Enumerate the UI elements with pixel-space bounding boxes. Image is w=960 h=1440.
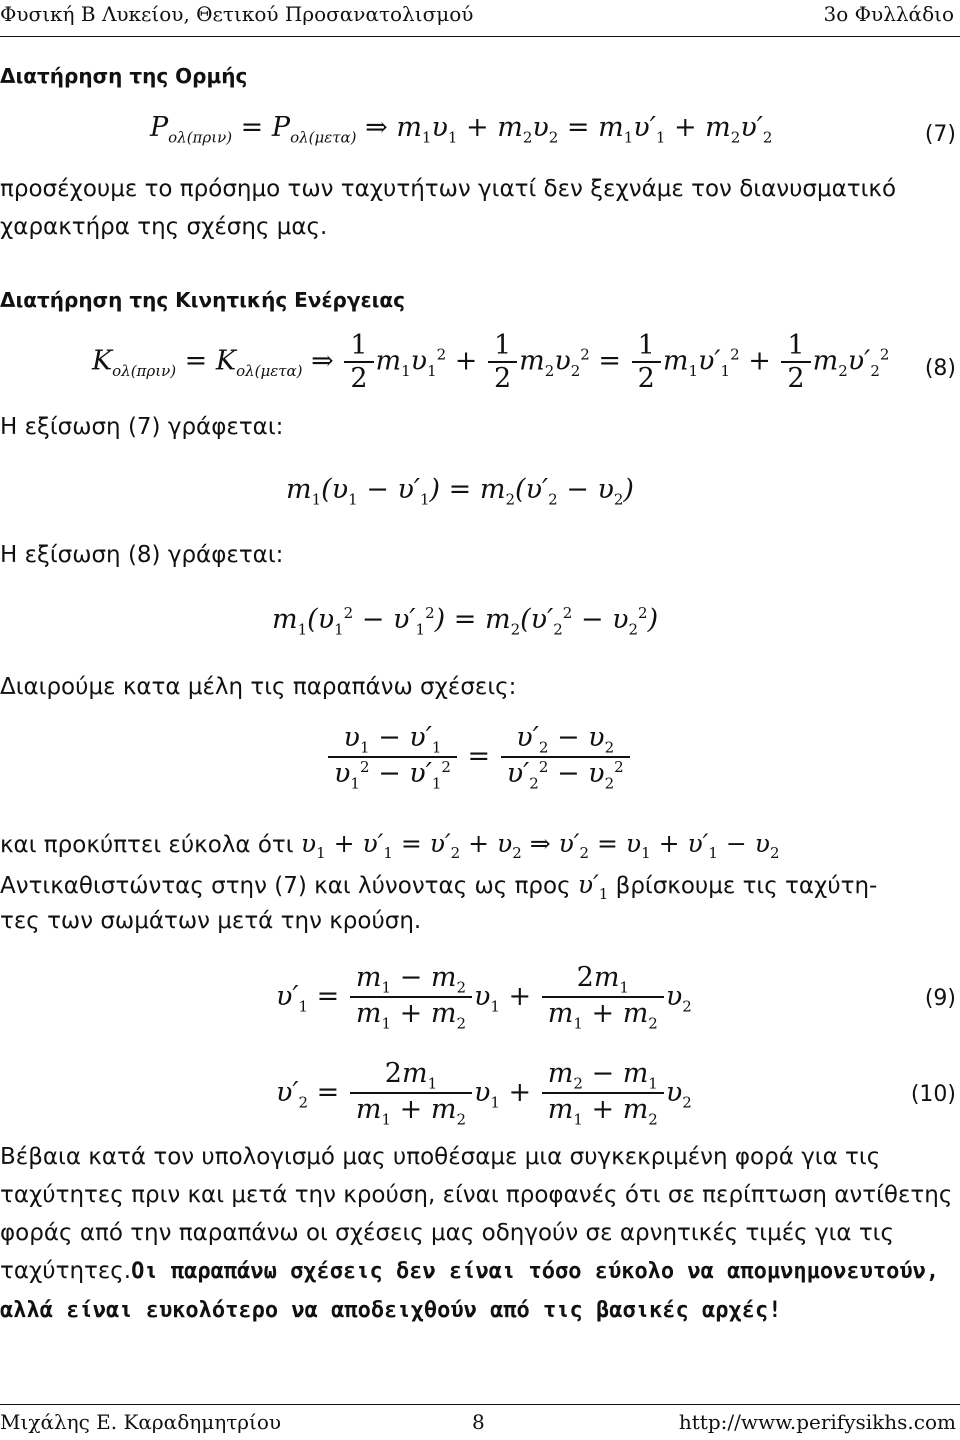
- equation-velocity-relation: $\upsilon_1 + \upsilon'_1 = \upsilon'_2 + \upsilon_2$ ⇒ $\upsilon'_2 = \upsilon_1 + \upsilon'_1 - \upsilon_2$: [300, 829, 780, 862]
- substitution-text: Αντικαθιστώντας στην (7) και λύνοντας ως προς: [0, 873, 571, 899]
- header-rule: [0, 36, 960, 37]
- substitution-text-end: τες των σωμάτων μετά την κρούση.: [0, 908, 422, 934]
- equation-u2-prime: $\upsilon'_2$ = $\frac{2m_1}{m_1 + m_2}$ $\upsilon_1$ + $\frac{m_2 - m_1}{m_1 + m_2}$ $\upsilon_2$: [276, 1058, 692, 1129]
- equation-number-10: (10): [910, 1082, 956, 1107]
- equation-number-9: (9): [924, 986, 956, 1011]
- eq8-rewrite-label: Η εξίσωση (8) γράφεται:: [0, 542, 284, 568]
- equation-u1-prime: $\upsilon'_1$ = $\frac{m_1 - m_2}{m_1 + m_2}$ $\upsilon_1$ + $\frac{2m_1}{m_1 + m_2}$ $\upsilon_2$: [276, 962, 692, 1033]
- header-title: Φυσική Β Λυκείου, Θετικού Προσανατολισμού: [0, 2, 474, 26]
- equation-energy: $K_{o\lambda(\pi\rho\iota\nu)} = K_{o\lambda(\mu\varepsilon\tau\alpha)}$ ⇒ $\frac{1}{2}$ $m_1\upsilon_1^2$ + $\frac{1}{2}$ $m_2\upsilon_2^2$ = $\frac{1}{2}$ $m_1\upsilon'_1^2$ + $\frac{1}{2}$ $m_2\upsilon'_2^2$: [92, 330, 890, 394]
- equation-number-7: (7): [924, 122, 956, 147]
- equation-energy-rewritten: $m_1(\upsilon_1^2 - \upsilon'_1^2) = m_2(\upsilon'_2^2 - \upsilon_2^2)$: [272, 604, 659, 639]
- equation-number-8: (8): [924, 356, 956, 381]
- header-leaflet: 3ο Φυλλάδιο: [823, 2, 954, 26]
- closing-paragraph: [0, 1138, 960, 1330]
- closing-bold-text: Οι παραπάνω σχέσεις δεν είναι τόσο εύκολο να απομνημονευτούν, αλλά είναι ευκολότερο να αποδειχθούν από τις βασικές αρχές!: [0, 1259, 940, 1323]
- equation-momentum: $P_{o\lambda(\pi\rho\iota\nu)} = P_{o\lambda(\mu\varepsilon\tau\alpha)}$ ⇒ $m_1\upsilon_1 + m_2\upsilon_2 = m_1\upsilon'_1 + m_2\upsilon'_2$: [150, 112, 773, 147]
- symbol-u1-prime: $\upsilon'_1$: [577, 870, 609, 903]
- closing-text: Βέβαια κατά τον υπολογισμό μας υποθέσαμε μια συγκεκριμένη φορά για τις ταχύτητες πριν και μετά την κρούση, είναι προφανές ότι σε περίπτωση αντίθετης φοράς από την παραπάνω οι σχέσεις μας οδηγούν σε αρνητικές τιμές για τις ταχύτητες.: [0, 1144, 953, 1284]
- equation-momentum-rewritten: $m_1(\upsilon_1 - \upsilon'_1) = m_2(\upsilon'_2 - \upsilon_2)$: [286, 474, 634, 509]
- result-text: και προκύπτει εύκολα ότι: [0, 832, 294, 858]
- divide-instruction: Διαιρούμε κατα μέλη τις παραπάνω σχέσεις:: [0, 674, 517, 700]
- footer-rule: [0, 1404, 960, 1405]
- equation-ratio: $\frac{\upsilon_1 - \upsilon'_1}{\upsilon_1^2 - \upsilon'_1^2}$ = $\frac{\upsilon'_2 - \upsilon_2}{\upsilon'_2^2 - \upsilon_2^2}$: [326, 722, 632, 793]
- substitution-text-continued: βρίσκουμε τις ταχύτη-: [615, 873, 878, 899]
- footer-url[interactable]: http://www.perifysikhs.com: [678, 1410, 956, 1434]
- eq7-rewrite-label: Η εξίσωση (7) γράφεται:: [0, 414, 284, 440]
- result-line: [0, 825, 779, 872]
- momentum-note: προσέχουμε το πρόσημο των ταχυτήτων γιατί δεν ξεχνάμε τον διανυσματικό χαρακτήρα της σχέσης μας.: [0, 176, 897, 240]
- footer-author: Μιχάλης Ε. Καραδημητρίου: [0, 1410, 282, 1434]
- footer-page-number: 8: [472, 1410, 485, 1434]
- section-heading-momentum: Διατήρηση της Ορμής: [0, 64, 248, 88]
- section-heading-energy: Διατήρηση της Κινητικής Ενέργειας: [0, 288, 406, 312]
